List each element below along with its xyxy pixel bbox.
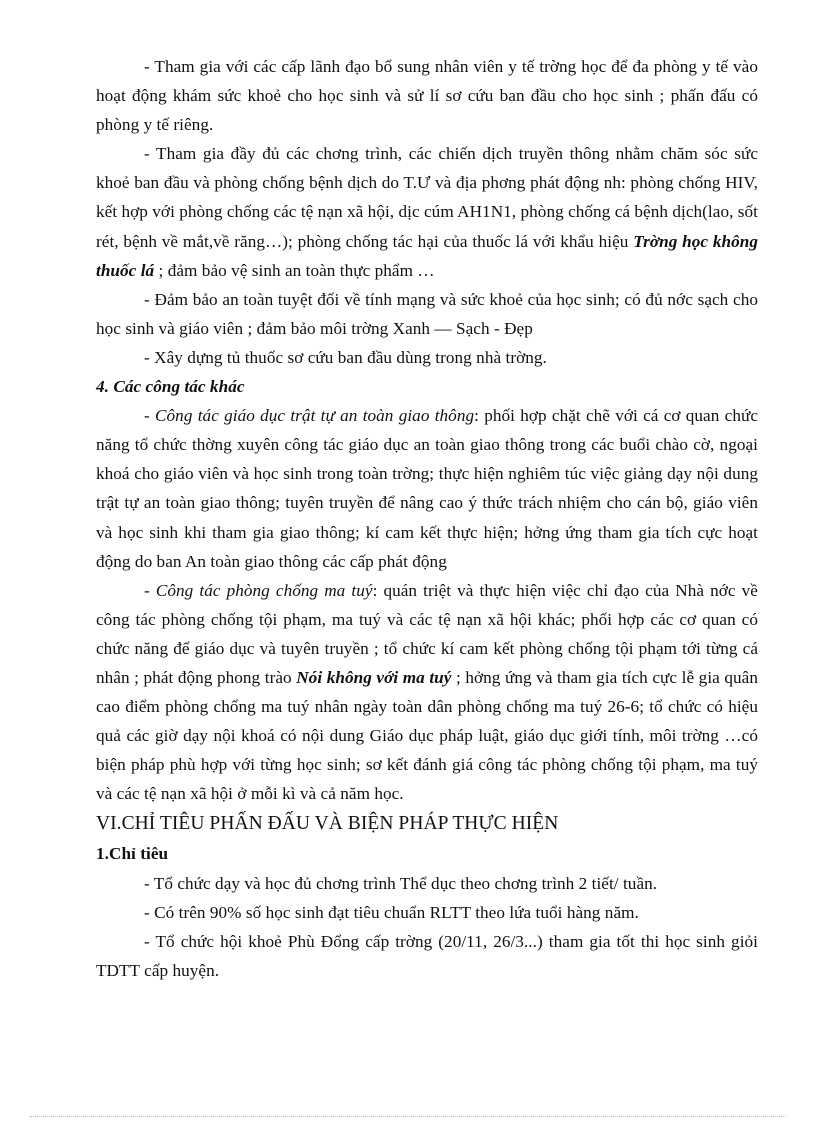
section-heading-targets: VI.CHỈ TIÊU PHẤN ĐẤU VÀ BIỆN PHÁP THỰC HIỆN <box>96 813 559 835</box>
paragraph-sports-festival: - Tổ chức hội khoẻ Phù Đổng cấp trờng (20/11, 26/3...) tham gia tốt thi học sinh giỏi TDTT cấp huyện. <box>96 931 758 980</box>
document-page <box>96 52 758 985</box>
paragraph-first-aid: - Xây dựng tủ thuốc sơ cứu ban đầu dùng trong nhà trờng. <box>144 347 547 367</box>
paragraph-fitness-standard: - Có trên 90% số học sinh đạt tiêu chuẩn RLTT theo lứa tuổi hàng năm. <box>144 902 639 922</box>
anti-drug-label: - Công tác phòng chống ma tuý <box>144 580 373 600</box>
subheading-targets: 1.Chỉ tiêu <box>96 844 169 864</box>
paragraph-traffic-safety <box>96 401 758 576</box>
paragraph-text: : quán triệt và thực hiện việc chỉ đạo của Nhà nớc về công tác phòng chống tội phạm, ma tuý và các tệ nạn xã hội khác; phối hợp các cơ quan có chức năng để giáo dục và tuyên truyền ; tổ chức kí cam kết phòng chống tội phạm tới từng cá nhân ; phát động phong trào <box>96 580 758 687</box>
page-bottom-divider <box>30 1116 786 1117</box>
paragraph-safety: - Đảm bảo an toàn tuyệt đối về tính mạng và sức khoẻ của học sinh; có đủ nớc sạch cho học sinh và giáo viên ; đảm bảo môi trờng Xanh — Sạch - Đẹp <box>96 289 758 338</box>
paragraph-anti-drug <box>96 576 758 809</box>
paragraph-text: : phối hợp chặt chẽ với cá cơ quan chức năng tổ chức thờng xuyên công tác giáo dục an toàn giao thông trong các buổi chào cờ, ngoại khoá cho giáo viên và học sinh trong toàn trờng; thực hiện nghiêm túc việc giảng dạy nội dung trật tự an toàn giao thông; tuyên truyền để nâng cao ý thức trách nhiệm cho cán bộ, giáo viên và học sinh khi tham gia giao thông; kí cam kết thực hiện; hởng ứng tham gia tích cực hoạt động do ban An toàn giao thông các cấp phát động <box>96 406 759 571</box>
traffic-safety-label: - Công tác giáo dục trật tự an toàn giao thông <box>144 406 475 426</box>
paragraph-text: ; hởng ứng và tham gia tích cực lễ gia quân cao điểm phòng chống ma tuý nhân ngày toàn dân phòng chống ma tuý 26-6; tổ chức có hiệu quả các giờ dạy nội khoá có nội dung Giáo dục pháp luật, giáo dục giới tính, môi trờng …có biện pháp phù hợp với từng học sinh; sơ kết đánh giá công tác phòng chống tội phạm, ma tuý và các tệ nạn xã hội ở mỗi kì và cả năm học. <box>96 667 758 804</box>
slogan-no-tobacco: Trờng học không thuốc lá <box>96 231 759 280</box>
paragraph-pe-program: - Tổ chức dạy và học đủ chơng trình Thể dục theo chơng trình 2 tiết/ tuần. <box>144 873 658 893</box>
paragraph-text: - Tham gia đầy đủ các chơng trình, các chiến dịch truyền thông nhằm chăm sóc sức khoẻ ban đầu và phòng chống bệnh dịch do T.Ư và địa phơng phát động nh: phòng chống HIV, kết hợp với phòng chống các tệ nạn xã hội, dịc cúm AH1N1, phòng chống cá bệnh dịch(lao, sốt rét, bệnh về mắt,về răng…); phòng chống tác hại của thuốc lá với khẩu hiệu <box>96 144 758 251</box>
paragraph-medical-staff: - Tham gia với các cấp lãnh đạo bổ sung nhân viên y tế trờng học để đa phòng y tế vào hoạt động khám sức khoẻ cho học sinh và sử lí sơ cứu ban đầu cho học sinh ; phấn đấu có phòng y tế riêng. <box>96 57 758 135</box>
paragraph-health-campaigns <box>96 139 758 284</box>
slogan-say-no-drugs: Nói không với ma tuý <box>296 667 452 687</box>
paragraph-text: ; đảm bảo vệ sinh an toàn thực phẩm … <box>154 260 435 280</box>
section-heading-other-work: 4. Các công tác khác <box>96 377 245 397</box>
